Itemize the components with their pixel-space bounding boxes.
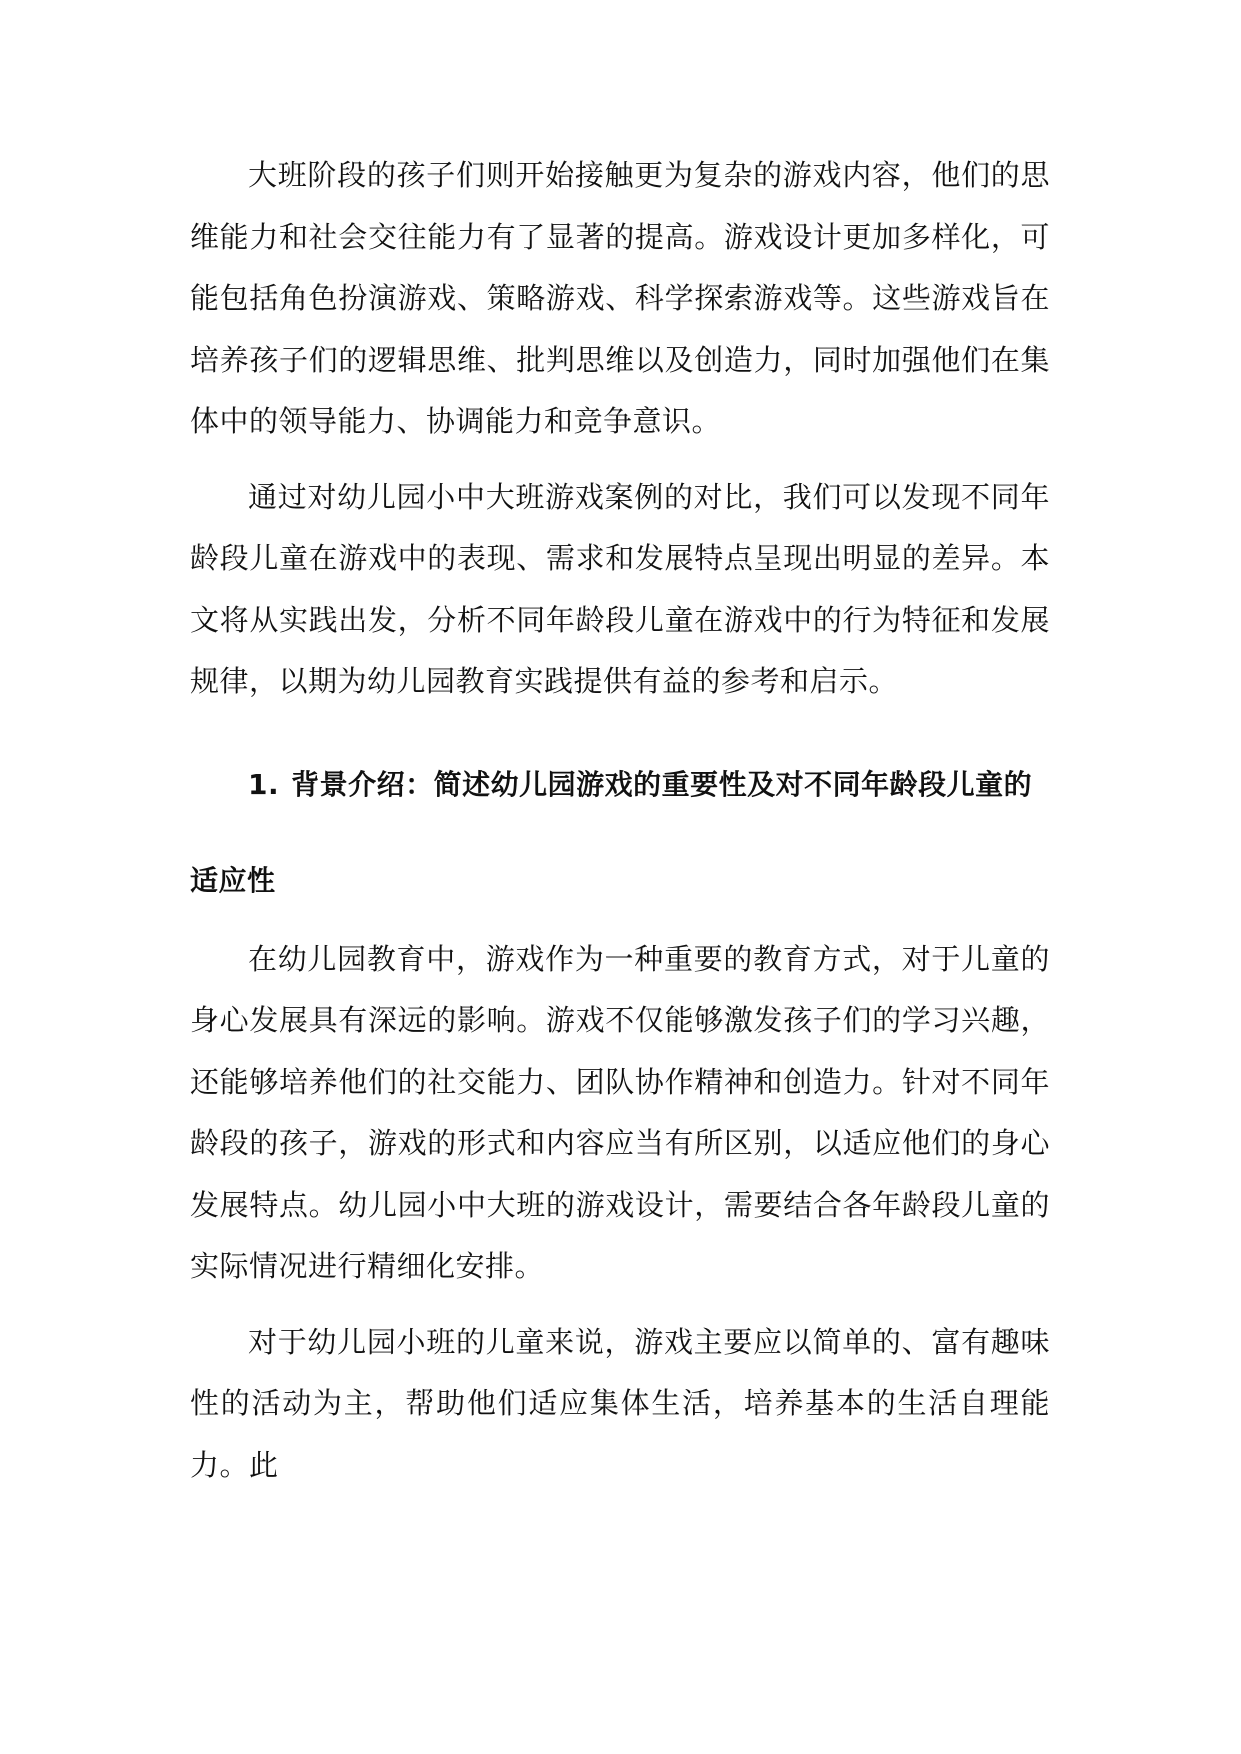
paragraph-4: 对于幼儿园小班的儿童来说，游戏主要应以简单的、富有趣味性的活动为主，帮助他们适应集体生活，培养基本的生活自理能力。此 [190, 1324, 1050, 1482]
document-page [190, 145, 1050, 1510]
paragraph-2: 通过对幼儿园小中大班游戏案例的对比，我们可以发现不同年龄段儿童在游戏中的表现、需求和发展特点呈现出明显的差异。本文将从实践出发，分析不同年龄段儿童在游戏中的行为特征和发展规律，以期为幼儿园教育实践提供有益的参考和启示。 [190, 479, 1050, 698]
section-heading [190, 737, 1050, 929]
paragraph-3: 在幼儿园教育中，游戏作为一种重要的教育方式，对于儿童的身心发展具有深远的影响。游戏不仅能够激发孩子们的学习兴趣，还能够培养他们的社交能力、团队协作精神和创造力。针对不同年龄段的孩子，游戏的形式和内容应当有所区别，以适应他们的身心发展特点。幼儿园小中大班的游戏设计，需要结合各年龄段儿童的实际情况进行精细化安排。 [190, 941, 1050, 1283]
paragraph-1: 大班阶段的孩子们则开始接触更为复杂的游戏内容，他们的思维能力和社会交往能力有了显著的提高。游戏设计更加多样化，可能包括角色扮演游戏、策略游戏、科学探索游戏等。这些游戏旨在培养孩子们的逻辑思维、批判思维以及创造力，同时加强他们在集体中的领导能力、协调能力和竞争意识。 [190, 158, 1050, 438]
section-title: 背景介绍：简述幼儿园游戏的重要性及对不同年龄段儿童的适应性 [190, 767, 1033, 897]
section-number: 1. [248, 767, 280, 801]
